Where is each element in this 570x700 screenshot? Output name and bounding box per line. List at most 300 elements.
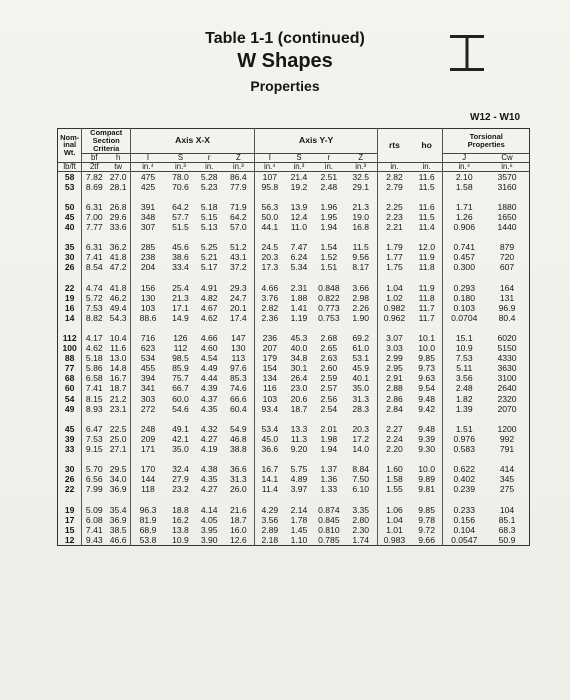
- table-cell: 113: [231, 353, 246, 364]
- separator-cell: [378, 455, 411, 465]
- table-cell: 0.874: [318, 505, 340, 515]
- nominal-weight-cell: 19: [64, 293, 75, 303]
- separator-cell: [443, 495, 485, 505]
- separator-cell: [255, 495, 285, 505]
- table-cell: 54.6: [172, 404, 189, 414]
- table-cell: 21.4: [290, 171, 308, 182]
- separator-cell: [131, 192, 165, 202]
- table-cell: 20.1: [229, 303, 247, 313]
- separator-cell: [58, 455, 82, 465]
- table-cell: 0.300: [443, 263, 485, 273]
- table-cell: 34.0: [109, 474, 127, 485]
- table-cell: 10.0: [418, 464, 435, 475]
- table-cell: 0.741: [443, 243, 485, 253]
- separator-cell: [223, 495, 255, 505]
- table-cell: 1.36: [320, 474, 338, 485]
- table-cell: 0.583: [443, 445, 485, 455]
- table-cell: 5.17: [200, 262, 218, 273]
- table-cell: 2.65: [320, 343, 338, 354]
- separator-cell: [411, 233, 443, 243]
- table-cell: 2.88: [378, 384, 411, 394]
- table-cell: 4.44: [200, 373, 218, 384]
- table-cell: 45.6: [172, 242, 189, 253]
- table-cell: 19.0: [352, 212, 370, 222]
- nominal-weight-cell: 12: [64, 535, 75, 545]
- table-cell: 607: [499, 262, 515, 273]
- table-cell: 2.63: [320, 353, 338, 364]
- group-separator: [58, 323, 530, 333]
- table-cell: 1.45: [290, 525, 308, 535]
- table-cell: 2.18: [255, 535, 285, 546]
- table-cell: 0.845: [318, 515, 340, 525]
- table-cell: 414: [499, 464, 515, 475]
- table-cell: 112: [173, 343, 188, 354]
- nominal-weight-cell: 77: [64, 363, 75, 374]
- table-cell: 1.58: [378, 475, 411, 485]
- table-cell: 9.85: [418, 353, 435, 364]
- table-cell: 1.51: [443, 424, 485, 434]
- separator-cell: [255, 273, 285, 283]
- header-symbol-row: [58, 153, 530, 162]
- table-cell: 134: [255, 374, 285, 384]
- table-cell: 11.5: [352, 242, 369, 253]
- table-cell: 2.23: [378, 212, 411, 222]
- table-cell: 9.56: [352, 252, 370, 263]
- ix-header: I: [131, 153, 165, 162]
- separator-cell: [223, 455, 255, 465]
- table-cell: 4.49: [200, 363, 218, 374]
- nominal-weight-cell: 58: [64, 171, 75, 182]
- table-cell: 27.1: [109, 444, 127, 455]
- separator-cell: [131, 273, 165, 283]
- table-cell: 6.31: [82, 202, 106, 212]
- separator-cell: [106, 495, 130, 505]
- table-cell: 47.2: [109, 262, 127, 273]
- table-cell: 15.1: [443, 333, 485, 343]
- separator-cell: [165, 495, 196, 505]
- separator-cell: [285, 414, 314, 424]
- i-beam-icon: [448, 33, 486, 73]
- unit-cell: lb/ft: [63, 162, 76, 171]
- table-cell: 5.15: [200, 212, 218, 222]
- table-cell: 77.9: [229, 182, 247, 192]
- table-cell: 9.30: [418, 444, 435, 455]
- separator-cell: [196, 495, 223, 505]
- separator-cell: [411, 414, 443, 424]
- unit-cell: in.: [324, 162, 333, 171]
- separator-cell: [196, 455, 223, 465]
- table-row: [58, 293, 530, 303]
- table-cell: 3.03: [378, 344, 411, 354]
- table-cell: 2.21: [378, 222, 411, 232]
- table-cell: 2.48: [443, 384, 485, 394]
- table-cell: 3.95: [200, 525, 218, 535]
- table-row: [58, 434, 530, 444]
- separator-cell: [378, 414, 411, 424]
- table-cell: 534: [131, 354, 165, 364]
- table-cell: 23.1: [109, 404, 127, 414]
- table-cell: 27.9: [172, 474, 189, 485]
- table-cell: 29.1: [352, 182, 370, 192]
- table-row: [58, 182, 530, 192]
- table-row: [58, 525, 530, 535]
- unit-cell: in.⁴: [443, 162, 485, 171]
- nominal-weight-cell: 17: [64, 515, 75, 525]
- separator-cell: [58, 414, 82, 424]
- nominal-weight-cell: 60: [64, 383, 75, 394]
- table-cell: 13.9: [290, 202, 308, 212]
- table-cell: 96.9: [498, 303, 516, 313]
- table-cell: 4.39: [200, 383, 218, 394]
- separator-cell: [223, 233, 255, 243]
- table-cell: 66.7: [172, 383, 189, 394]
- table-cell: 1880: [497, 202, 517, 212]
- table-cell: 348: [131, 212, 165, 222]
- nominal-weight-cell: 53: [64, 182, 75, 192]
- unit-cell: in.: [422, 162, 431, 171]
- group-separator: [58, 495, 530, 505]
- table-cell: 8.69: [82, 182, 106, 192]
- separator-cell: [313, 323, 344, 333]
- separator-cell: [106, 233, 130, 243]
- table-cell: 1.74: [352, 535, 370, 545]
- table-cell: 1.54: [320, 242, 338, 253]
- separator-cell: [255, 323, 285, 333]
- table-cell: 7.82: [82, 171, 106, 182]
- table-cell: 31.3: [229, 474, 247, 485]
- table-cell: 4.38: [200, 464, 218, 475]
- table-cell: 2.82: [378, 171, 411, 182]
- table-cell: 0.810: [318, 525, 340, 535]
- table-cell: 171: [131, 445, 165, 455]
- table-cell: 1.10: [290, 535, 308, 545]
- table-cell: 12.0: [418, 242, 435, 253]
- table-cell: 85.3: [229, 373, 247, 384]
- table-cell: 25.0: [109, 434, 127, 444]
- table-cell: 4.19: [200, 444, 218, 455]
- table-cell: 11.7: [418, 313, 435, 323]
- table-cell: 70.6: [172, 182, 189, 192]
- table-cell: 0.0704: [443, 313, 485, 323]
- table-cell: 81.9: [131, 515, 165, 525]
- table-cell: 0.103: [443, 303, 485, 313]
- table-cell: 11.6: [418, 171, 435, 182]
- unit-cell: in.³: [232, 162, 244, 171]
- table-cell: 24.5: [255, 243, 285, 253]
- table-cell: 2070: [497, 404, 517, 414]
- table-cell: 40.0: [290, 343, 308, 354]
- table-cell: 156: [131, 283, 165, 293]
- separator-cell: [344, 455, 377, 465]
- table-row: [58, 394, 530, 404]
- table-cell: 1.37: [320, 464, 338, 475]
- group-separator: [58, 233, 530, 243]
- table-cell: 9.63: [418, 373, 435, 384]
- table-cell: 2.24: [378, 434, 411, 444]
- separator-cell: [196, 192, 223, 202]
- table-cell: 21.2: [109, 394, 127, 404]
- table-cell: 1.96: [320, 202, 338, 212]
- table-row: [58, 202, 530, 212]
- table-cell: 0.233: [443, 505, 485, 515]
- table-cell: 425: [131, 182, 165, 192]
- table-cell: 1.02: [378, 293, 411, 303]
- table-cell: 4.05: [200, 515, 218, 525]
- table-cell: 394: [131, 374, 165, 384]
- table-cell: 2.27: [378, 424, 411, 434]
- table-cell: 5150: [497, 343, 517, 354]
- table-cell: 9.20: [290, 444, 308, 455]
- table-cell: 207: [255, 344, 285, 354]
- table-row: [58, 354, 530, 364]
- table-cell: 2.57: [320, 383, 338, 394]
- table-cell: 1.98: [320, 434, 338, 444]
- table-cell: 95.8: [255, 182, 285, 192]
- table-cell: 1.95: [320, 212, 338, 222]
- separator-cell: [443, 323, 485, 333]
- separator-cell: [106, 323, 130, 333]
- table-cell: 4.37: [200, 394, 218, 404]
- nominal-weight-cell: 35: [64, 242, 75, 253]
- table-cell: 9.42: [418, 404, 435, 414]
- separator-cell: [411, 192, 443, 202]
- table-cell: 4.35: [200, 474, 218, 485]
- separator-cell: [165, 233, 196, 243]
- table-cell: 1.26: [443, 212, 485, 222]
- table-cell: 11.8: [418, 262, 435, 273]
- separator-cell: [255, 455, 285, 465]
- table-cell: 28.3: [352, 404, 370, 414]
- table-cell: 36.6: [229, 464, 247, 475]
- separator-cell: [131, 495, 165, 505]
- table-cell: 0.239: [443, 485, 485, 495]
- table-cell: 4.82: [200, 293, 218, 303]
- table-cell: 0.622: [443, 465, 485, 475]
- nominal-weight-cell: 33: [64, 444, 75, 455]
- group-separator: [58, 273, 530, 283]
- nominal-weight-cell: 26: [64, 474, 75, 485]
- table-cell: 4.14: [200, 505, 218, 515]
- table-cell: 2.68: [320, 333, 338, 343]
- table-cell: 1.01: [378, 525, 411, 535]
- nominal-weight-cell: 40: [64, 222, 75, 232]
- table-cell: 2.98: [352, 293, 370, 303]
- table-row: [58, 253, 530, 263]
- table-cell: 3100: [497, 373, 517, 384]
- separator-cell: [223, 273, 255, 283]
- table-cell: 3570: [497, 171, 517, 182]
- table-cell: 1.75: [378, 263, 411, 273]
- table-cell: 64.2: [229, 212, 247, 222]
- unit-cell: in.⁶: [501, 162, 513, 171]
- table-cell: 1.77: [378, 253, 411, 263]
- table-cell: 5.34: [290, 262, 308, 273]
- table-row: [58, 344, 530, 354]
- table-cell: 2320: [497, 394, 517, 404]
- table-cell: 7.99: [82, 485, 106, 495]
- separator-cell: [285, 233, 314, 243]
- table-row: [58, 283, 530, 293]
- table-cell: 5.86: [82, 364, 106, 374]
- rx-header: r: [207, 153, 211, 162]
- bf-2tf-header: bf: [82, 153, 106, 162]
- table-cell: 20.6: [290, 394, 308, 404]
- table-cell: 14.0: [352, 444, 370, 455]
- table-cell: 45.3: [290, 333, 308, 343]
- table-cell: 879: [499, 242, 515, 253]
- table-cell: 1.90: [352, 313, 370, 323]
- table-cell: 61.0: [352, 343, 370, 354]
- table-cell: 11.7: [418, 303, 435, 313]
- table-cell: 11.4: [418, 222, 435, 232]
- nominal-weight-cell: 49: [64, 404, 75, 414]
- table-cell: 46.6: [109, 535, 127, 545]
- table-cell: 3630: [497, 363, 517, 374]
- separator-cell: [378, 495, 411, 505]
- zx-header: Z: [235, 153, 241, 162]
- table-cell: 238: [131, 253, 165, 263]
- table-cell: 28.1: [109, 182, 127, 192]
- separator-cell: [378, 233, 411, 243]
- table-cell: 3.76: [255, 293, 285, 303]
- separator-cell: [285, 455, 314, 465]
- table-cell: 4.29: [255, 505, 285, 515]
- separator-cell: [106, 192, 130, 202]
- table-cell: 2.56: [320, 394, 338, 404]
- table-cell: 9.39: [418, 434, 435, 444]
- table-cell: 32.4: [172, 464, 189, 475]
- table-cell: 8.15: [82, 394, 106, 404]
- table-cell: 4.62: [200, 313, 218, 323]
- separator-cell: [313, 192, 344, 202]
- h-tw-header: h: [115, 153, 121, 162]
- table-cell: 93.4: [255, 404, 285, 414]
- cw-header: Cw: [501, 153, 513, 162]
- separator-cell: [443, 233, 485, 243]
- separator-cell: [165, 273, 196, 283]
- separator-cell: [223, 323, 255, 333]
- table-cell: 75.7: [172, 373, 189, 384]
- table-cell: 4.32: [200, 424, 218, 434]
- table-row: [58, 243, 530, 253]
- table-cell: 720: [499, 252, 515, 263]
- table-cell: 170: [131, 465, 165, 475]
- table-cell: 236: [255, 333, 285, 343]
- table-cell: 0.848: [318, 283, 340, 293]
- separator-cell: [443, 273, 485, 283]
- table-cell: 455: [131, 364, 165, 374]
- table-cell: 96.3: [131, 505, 165, 515]
- table-cell: 20.3: [352, 424, 370, 434]
- j-header: J: [443, 153, 485, 162]
- table-cell: 345: [499, 474, 515, 485]
- table-cell: 0.753: [318, 313, 340, 323]
- table-cell: 2.80: [352, 515, 370, 525]
- table-cell: 5.18: [82, 354, 106, 364]
- table-cell: 4.27: [200, 434, 218, 444]
- nominal-weight-header: Nom- inal Wt.: [58, 129, 82, 163]
- table-cell: 2.84: [378, 404, 411, 414]
- table-cell: 7.53: [443, 354, 485, 364]
- table-cell: 29.3: [229, 283, 247, 293]
- table-cell: 248: [131, 424, 165, 434]
- table-cell: 2.89: [255, 525, 285, 535]
- table-title: Table 1-1 (continued): [205, 30, 365, 47]
- table-cell: 29.5: [109, 464, 127, 475]
- table-cell: 13.3: [290, 424, 308, 434]
- table-cell: 2.51: [320, 171, 338, 182]
- nominal-weight-cell: 68: [64, 373, 75, 384]
- table-cell: 992: [499, 434, 515, 444]
- table-cell: 41.8: [109, 252, 127, 263]
- table-cell: 34.8: [290, 353, 308, 364]
- group-separator: [58, 192, 530, 202]
- table-row: [58, 303, 530, 313]
- table-cell: 285: [131, 243, 165, 253]
- table-cell: 11.3: [290, 434, 307, 444]
- table-cell: 4.60: [200, 343, 218, 354]
- table-cell: 2.48: [320, 182, 338, 192]
- table-row: [58, 465, 530, 475]
- nominal-weight-cell: 15: [64, 525, 75, 535]
- table-cell: 2.14: [290, 505, 308, 515]
- table-cell: 1.04: [378, 283, 411, 293]
- table-cell: 0.983: [378, 535, 411, 546]
- table-cell: 5.18: [200, 202, 218, 212]
- table-cell: 13.8: [172, 525, 189, 535]
- table-cell: 2640: [497, 383, 517, 394]
- sx-header: S: [177, 153, 184, 162]
- table-cell: 51.5: [172, 222, 189, 232]
- table-cell: 68.9: [131, 525, 165, 535]
- table-cell: 56.3: [255, 202, 285, 212]
- table-cell: 4.66: [255, 283, 285, 293]
- table-cell: 3.56: [443, 374, 485, 384]
- table-cell: 0.773: [318, 303, 340, 313]
- separator-cell: [443, 414, 485, 424]
- table-cell: 53.4: [255, 424, 285, 434]
- table-cell: 1.94: [320, 222, 338, 232]
- table-cell: 131: [499, 293, 515, 303]
- table-cell: 1.33: [320, 484, 338, 495]
- table-cell: 71.9: [229, 202, 247, 212]
- table-cell: 341: [131, 384, 165, 394]
- table-cell: 1.04: [378, 515, 411, 525]
- table-cell: 80.4: [498, 313, 516, 323]
- table-cell: 9.85: [418, 505, 435, 515]
- table-cell: 104: [499, 505, 515, 515]
- table-row: [58, 475, 530, 485]
- table-cell: 36.9: [109, 515, 127, 525]
- table-cell: 36.9: [109, 484, 127, 495]
- separator-cell: [313, 233, 344, 243]
- table-cell: 5.21: [200, 252, 218, 263]
- table-cell: 2.95: [378, 364, 411, 374]
- compact-criteria-header: Compact Section Criteria: [82, 129, 131, 154]
- separator-cell: [485, 455, 529, 465]
- separator-cell: [196, 233, 223, 243]
- table-cell: 21.3: [172, 293, 189, 303]
- table-cell: 9.89: [418, 474, 435, 485]
- table-cell: 791: [499, 444, 515, 455]
- table-cell: 4.67: [200, 303, 218, 313]
- separator-cell: [82, 233, 106, 243]
- table-cell: 9.15: [82, 445, 106, 455]
- table-cell: 9.78: [418, 515, 435, 525]
- table-cell: 0.0547: [443, 535, 485, 546]
- separator-cell: [58, 233, 82, 243]
- table-cell: 0.785: [318, 535, 340, 545]
